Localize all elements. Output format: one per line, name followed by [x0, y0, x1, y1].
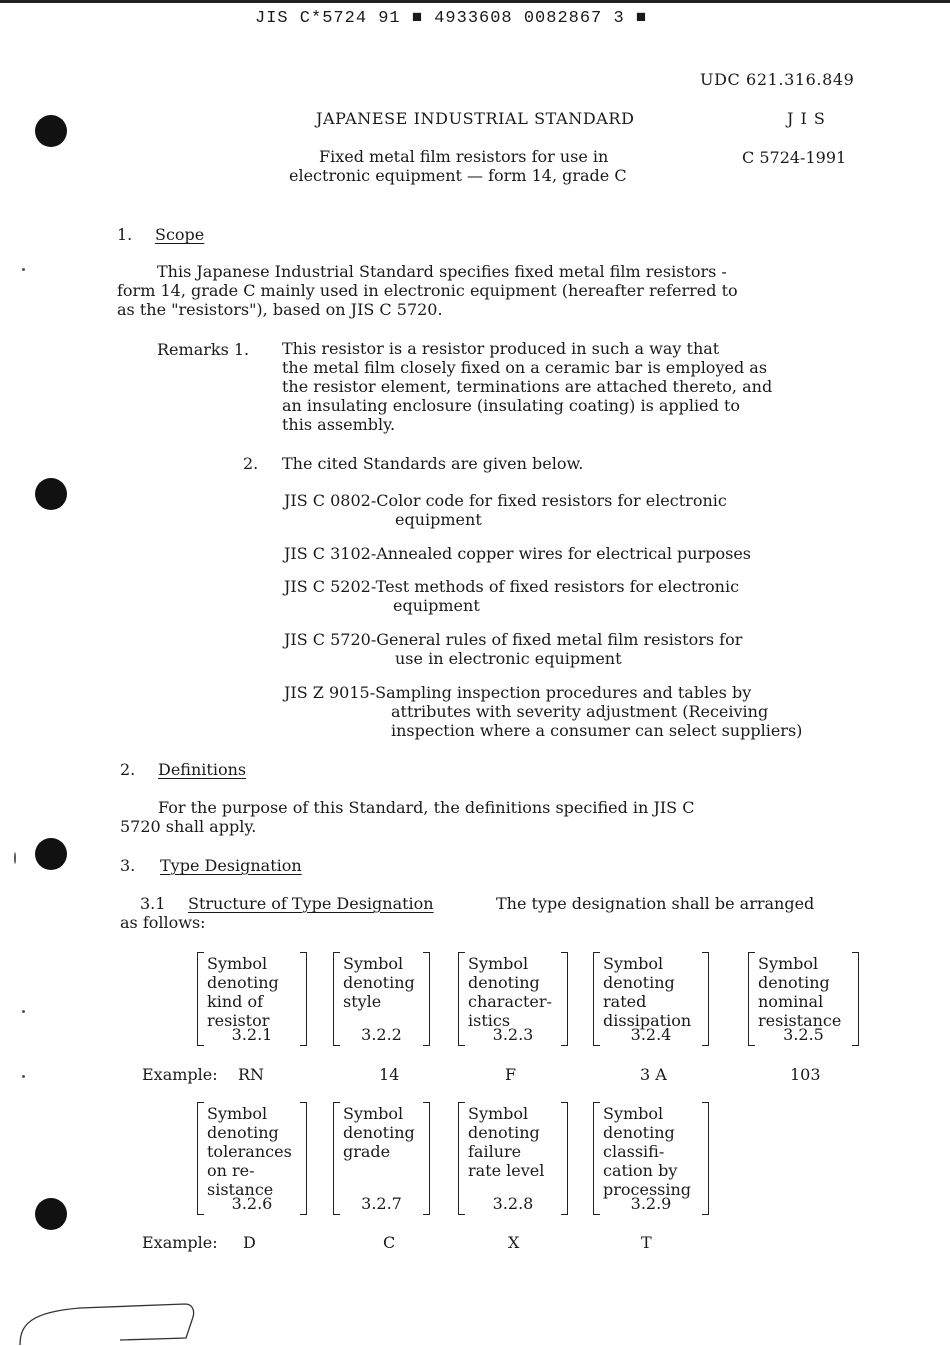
box-line: Symbol	[603, 1104, 664, 1123]
example-label: Example:	[142, 1065, 218, 1084]
box-line: Symbol	[468, 954, 529, 973]
definitions-line-1: For the purpose of this Standard, the definitions specified in JIS C	[158, 798, 695, 817]
box-line: sistance	[207, 1180, 274, 1199]
designation-box	[333, 1102, 430, 1215]
punch-hole	[35, 478, 67, 510]
designation-box	[748, 952, 859, 1046]
definitions-line-2: 5720 shall apply.	[120, 817, 257, 836]
example-value: 14	[379, 1065, 400, 1084]
box-line: denoting	[603, 973, 675, 992]
title-line-1: Fixed metal film resistors for use in	[319, 147, 609, 166]
box-line: denoting	[343, 973, 415, 992]
designation-box	[593, 952, 709, 1046]
box-line: grade	[343, 1142, 391, 1161]
example-value: RN	[238, 1065, 265, 1084]
box-line: processing	[603, 1180, 692, 1199]
punch-hole	[35, 115, 67, 147]
box-clause-ref: 3.2.2	[361, 1025, 402, 1044]
example-value: C	[383, 1233, 396, 1252]
scan-header: JIS C*5724 91 ■ 4933608 0082867 3 ■	[255, 9, 648, 28]
box-line: Symbol	[603, 954, 664, 973]
remark-1-line: an insulating enclosure (insulating coating) is applied to	[282, 396, 741, 415]
box-line: Symbol	[468, 1104, 529, 1123]
udc-number: UDC 621.316.849	[700, 70, 855, 89]
box-line: denoting	[343, 1123, 415, 1142]
subsection-3-1-title: Structure of Type Designation	[188, 894, 434, 913]
scan-speck	[22, 268, 25, 271]
punch-hole	[35, 1198, 67, 1230]
section-3-title: Type Designation	[160, 856, 302, 875]
doc-number: C 5724-1991	[742, 148, 847, 167]
cited-standard-line: JIS C 5720-General rules of fixed metal film resistors for	[284, 630, 743, 649]
scope-para-line-3: as the "resistors"), based on JIS C 5720.	[117, 300, 443, 319]
box-line: rate level	[468, 1161, 545, 1180]
scope-para-line-1: This Japanese Industrial Standard specifies fixed metal film resistors -	[157, 262, 727, 281]
box-clause-ref: 3.2.8	[492, 1194, 534, 1213]
subsection-3-1-number: 3.1	[140, 894, 166, 913]
box-line: denoting	[207, 1123, 279, 1142]
box-line: Symbol	[758, 954, 819, 973]
remark-1-line: the metal film closely fixed on a ceramic bar is employed as	[282, 358, 768, 377]
example-value: D	[243, 1233, 256, 1252]
box-clause-ref: 3.2.4	[630, 1025, 672, 1044]
box-line: style	[343, 992, 382, 1011]
box-line: classifi-	[603, 1142, 665, 1161]
box-line: denoting	[468, 1123, 540, 1142]
cited-standard-line: attributes with severity adjustment (Receiving	[391, 702, 769, 721]
cited-standard-line: JIS C 3102-Annealed copper wires for electrical purposes	[284, 544, 751, 563]
subsection-3-1-text: The type designation shall be arranged	[496, 894, 815, 913]
box-line: Symbol	[207, 1104, 268, 1123]
section-3-number: 3.	[120, 856, 136, 875]
cited-standard-line: JIS C 5202-Test methods of fixed resistors for electronic	[284, 577, 740, 596]
box-line: resistor	[207, 1011, 270, 1030]
example-value: T	[641, 1233, 652, 1252]
designation-box	[458, 1102, 568, 1215]
designation-box	[197, 1102, 307, 1215]
box-line: dissipation	[603, 1011, 692, 1030]
box-line: tolerances	[207, 1142, 292, 1161]
designation-box	[593, 1102, 709, 1215]
title-line-2: electronic equipment — form 14, grade C	[289, 166, 627, 185]
example-value: 3 A	[640, 1065, 667, 1084]
section-2-title: Definitions	[158, 760, 247, 779]
punch-hole	[35, 838, 67, 870]
box-clause-ref: 3.2.7	[361, 1194, 402, 1213]
cited-standard-line: JIS C 0802-Color code for fixed resistors for electronic	[284, 491, 727, 510]
standard-label: JAPANESE INDUSTRIAL STANDARD	[316, 109, 635, 128]
box-line: denoting	[603, 1123, 675, 1142]
box-clause-ref: 3.2.9	[630, 1194, 672, 1213]
box-clause-ref: 3.2.6	[231, 1194, 273, 1213]
section-1-title: Scope	[155, 225, 205, 244]
designation-box	[458, 952, 568, 1046]
box-line: kind of	[207, 992, 263, 1011]
box-line: Symbol	[207, 954, 268, 973]
scope-para-line-2: form 14, grade C mainly used in electronic equipment (hereafter referred to	[117, 281, 738, 300]
box-line: on re-	[207, 1161, 255, 1180]
box-line: rated	[603, 992, 647, 1011]
box-clause-ref: 3.2.1	[231, 1025, 273, 1044]
scan-speck	[22, 1010, 25, 1013]
subsection-3-1-text-cont: as follows:	[120, 913, 206, 932]
box-line: denoting	[207, 973, 279, 992]
example-label: Example:	[142, 1233, 218, 1252]
box-line: denoting	[468, 973, 540, 992]
cited-standard-line: equipment	[393, 596, 480, 615]
example-value: 103	[790, 1065, 821, 1084]
cited-standard-line: use in electronic equipment	[395, 649, 622, 668]
scan-edge-artifact	[0, 1290, 220, 1346]
remark-1-line: This resistor is a resistor produced in such a way that	[282, 339, 720, 358]
cited-standard-line: equipment	[395, 510, 482, 529]
box-clause-ref: 3.2.3	[492, 1025, 534, 1044]
remark-2-text: The cited Standards are given below.	[282, 454, 584, 473]
box-clause-ref: 3.2.5	[783, 1025, 824, 1044]
box-line: failure	[468, 1142, 522, 1161]
jis-mark: J I S	[787, 109, 826, 128]
example-value: X	[508, 1233, 520, 1252]
box-line: cation by	[603, 1161, 678, 1180]
section-2-number: 2.	[120, 760, 136, 779]
box-line: nominal	[758, 992, 824, 1011]
box-line: Symbol	[343, 1104, 404, 1123]
box-line: Symbol	[343, 954, 404, 973]
cited-standard-line: JIS Z 9015-Sampling inspection procedures and tables by	[284, 683, 752, 702]
example-value: F	[505, 1065, 517, 1084]
box-line: denoting	[758, 973, 830, 992]
remarks-label: Remarks 1.	[157, 340, 250, 359]
scan-speck	[14, 852, 16, 864]
remark-1-line: this assembly.	[282, 415, 396, 434]
section-1-number: 1.	[117, 225, 133, 244]
designation-box	[333, 952, 430, 1046]
cited-standard-line: inspection where a consumer can select suppliers)	[391, 721, 803, 740]
designation-box	[197, 952, 307, 1046]
box-line: character-	[468, 992, 552, 1011]
scan-speck	[22, 1075, 25, 1078]
box-line: resistance	[758, 1011, 842, 1030]
box-line: istics	[468, 1011, 511, 1030]
remark-1-line: the resistor element, terminations are attached thereto, and	[282, 377, 773, 396]
remark-2-number: 2.	[243, 454, 259, 473]
scan-top-rule	[0, 0, 950, 3]
